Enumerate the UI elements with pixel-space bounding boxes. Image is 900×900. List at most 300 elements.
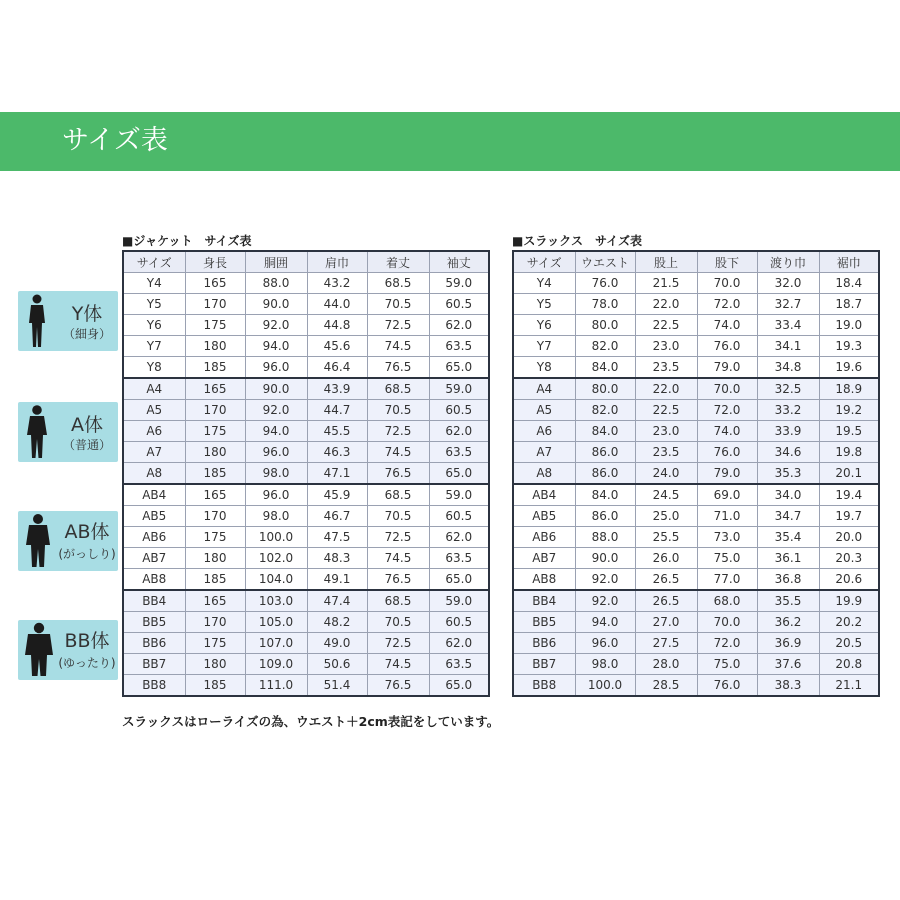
slacks-size-table	[512, 250, 880, 697]
value-cell: 180	[185, 548, 245, 569]
body-type-name: BB体	[64, 630, 110, 652]
value-cell: 46.3	[307, 442, 367, 463]
size-cell: Y5	[513, 294, 575, 315]
size-cell: Y7	[123, 336, 185, 357]
value-cell: 34.1	[757, 336, 819, 357]
value-cell: 80.0	[575, 378, 635, 400]
value-cell: 26.5	[635, 590, 697, 612]
value-cell: 76.5	[367, 569, 429, 591]
size-cell: A4	[123, 378, 185, 400]
value-cell: 63.5	[429, 336, 489, 357]
body-type-name: AB体	[64, 521, 110, 543]
value-cell: 96.0	[575, 633, 635, 654]
size-cell: Y4	[513, 273, 575, 294]
value-cell: 98.0	[245, 463, 307, 485]
value-cell: 32.0	[757, 273, 819, 294]
stocky-person-icon	[24, 513, 52, 569]
size-cell: BB5	[123, 612, 185, 633]
value-cell: 175	[185, 527, 245, 548]
value-cell: 69.0	[697, 484, 757, 506]
value-cell: 170	[185, 294, 245, 315]
value-cell: 62.0	[429, 527, 489, 548]
value-cell: 73.0	[697, 527, 757, 548]
size-cell: AB5	[513, 506, 575, 527]
value-cell: 49.1	[307, 569, 367, 591]
value-cell: 78.0	[575, 294, 635, 315]
table-row	[513, 548, 879, 569]
column-header: 身長	[185, 251, 245, 273]
slacks-caption: ■スラックス サイズ表	[512, 234, 643, 248]
value-cell: 19.6	[819, 357, 879, 379]
value-cell: 20.1	[819, 463, 879, 485]
value-cell: 47.5	[307, 527, 367, 548]
table-row	[513, 357, 879, 379]
value-cell: 20.2	[819, 612, 879, 633]
value-cell: 102.0	[245, 548, 307, 569]
value-cell: 98.0	[245, 506, 307, 527]
value-cell: 71.0	[697, 506, 757, 527]
value-cell: 19.2	[819, 400, 879, 421]
value-cell: 20.0	[819, 527, 879, 548]
value-cell: 80.0	[575, 315, 635, 336]
value-cell: 33.2	[757, 400, 819, 421]
value-cell: 86.0	[575, 442, 635, 463]
value-cell: 23.5	[635, 357, 697, 379]
value-cell: 76.0	[697, 336, 757, 357]
value-cell: 43.2	[307, 273, 367, 294]
value-cell: 21.5	[635, 273, 697, 294]
value-cell: 74.5	[367, 336, 429, 357]
table-row	[513, 315, 879, 336]
size-cell: BB8	[123, 675, 185, 697]
table-row	[513, 294, 879, 315]
table-row	[123, 569, 489, 591]
table-row	[513, 527, 879, 548]
value-cell: 62.0	[429, 315, 489, 336]
value-cell: 51.4	[307, 675, 367, 697]
table-row	[513, 463, 879, 485]
value-cell: 92.0	[245, 315, 307, 336]
body-type-sub: （普通）	[62, 438, 111, 452]
value-cell: 68.0	[697, 590, 757, 612]
value-cell: 77.0	[697, 569, 757, 591]
value-cell: 63.5	[429, 548, 489, 569]
table-row	[123, 442, 489, 463]
value-cell: 72.5	[367, 527, 429, 548]
jacket-caption: ■ジャケット サイズ表	[122, 234, 252, 248]
table-row	[513, 336, 879, 357]
size-cell: BB4	[513, 590, 575, 612]
value-cell: 185	[185, 357, 245, 379]
value-cell: 109.0	[245, 654, 307, 675]
value-cell: 175	[185, 315, 245, 336]
value-cell: 62.0	[429, 633, 489, 654]
value-cell: 24.5	[635, 484, 697, 506]
body-type-name: Y体	[71, 303, 103, 325]
value-cell: 180	[185, 654, 245, 675]
value-cell: 50.6	[307, 654, 367, 675]
value-cell: 19.8	[819, 442, 879, 463]
value-cell: 70.5	[367, 294, 429, 315]
table-row	[513, 421, 879, 442]
table-row	[513, 484, 879, 506]
value-cell: 180	[185, 442, 245, 463]
page-title: サイズ表	[62, 125, 168, 156]
value-cell: 38.3	[757, 675, 819, 697]
value-cell: 28.5	[635, 675, 697, 697]
header-row	[513, 251, 879, 273]
value-cell: 96.0	[245, 484, 307, 506]
value-cell: 36.8	[757, 569, 819, 591]
value-cell: 74.5	[367, 654, 429, 675]
body-type-label-y	[18, 291, 118, 351]
value-cell: 185	[185, 463, 245, 485]
table-row	[123, 463, 489, 485]
column-header: サイズ	[123, 251, 185, 273]
table-row	[513, 273, 879, 294]
table-row	[123, 506, 489, 527]
value-cell: 103.0	[245, 590, 307, 612]
value-cell: 26.0	[635, 548, 697, 569]
size-cell: Y6	[123, 315, 185, 336]
value-cell: 65.0	[429, 569, 489, 591]
jacket-size-table	[122, 250, 490, 697]
value-cell: 35.3	[757, 463, 819, 485]
value-cell: 46.4	[307, 357, 367, 379]
value-cell: 79.0	[697, 463, 757, 485]
value-cell: 72.5	[367, 633, 429, 654]
value-cell: 20.5	[819, 633, 879, 654]
value-cell: 88.0	[575, 527, 635, 548]
value-cell: 70.0	[697, 612, 757, 633]
value-cell: 45.5	[307, 421, 367, 442]
table-row	[123, 357, 489, 379]
value-cell: 19.5	[819, 421, 879, 442]
value-cell: 23.0	[635, 421, 697, 442]
table-row	[123, 612, 489, 633]
size-cell: AB4	[123, 484, 185, 506]
body-type-sub: (ゆったり)	[58, 656, 116, 670]
value-cell: 84.0	[575, 484, 635, 506]
table-row	[513, 675, 879, 697]
value-cell: 88.0	[245, 273, 307, 294]
title-banner	[0, 112, 900, 171]
header-row	[123, 251, 489, 273]
value-cell: 18.4	[819, 273, 879, 294]
table-row	[513, 378, 879, 400]
value-cell: 34.7	[757, 506, 819, 527]
value-cell: 74.5	[367, 442, 429, 463]
value-cell: 60.5	[429, 506, 489, 527]
table-row	[513, 590, 879, 612]
value-cell: 23.0	[635, 336, 697, 357]
value-cell: 170	[185, 612, 245, 633]
value-cell: 86.0	[575, 506, 635, 527]
value-cell: 48.2	[307, 612, 367, 633]
size-cell: AB8	[513, 569, 575, 591]
table-row	[123, 336, 489, 357]
table-row	[123, 527, 489, 548]
value-cell: 47.1	[307, 463, 367, 485]
value-cell: 105.0	[245, 612, 307, 633]
size-cell: AB4	[513, 484, 575, 506]
value-cell: 74.5	[367, 548, 429, 569]
value-cell: 21.1	[819, 675, 879, 697]
value-cell: 84.0	[575, 421, 635, 442]
value-cell: 65.0	[429, 463, 489, 485]
value-cell: 90.0	[245, 294, 307, 315]
body-type-label-a	[18, 402, 118, 462]
value-cell: 82.0	[575, 336, 635, 357]
value-cell: 26.5	[635, 569, 697, 591]
body-type-name: A体	[71, 414, 103, 436]
value-cell: 60.5	[429, 294, 489, 315]
body-type-sub: (がっしり)	[58, 547, 116, 561]
value-cell: 59.0	[429, 378, 489, 400]
value-cell: 70.5	[367, 506, 429, 527]
size-cell: Y7	[513, 336, 575, 357]
size-cell: BB7	[123, 654, 185, 675]
table-row	[513, 400, 879, 421]
value-cell: 82.0	[575, 400, 635, 421]
value-cell: 22.0	[635, 378, 697, 400]
table-row	[123, 294, 489, 315]
value-cell: 34.8	[757, 357, 819, 379]
value-cell: 32.7	[757, 294, 819, 315]
value-cell: 65.0	[429, 357, 489, 379]
size-cell: A4	[513, 378, 575, 400]
slacks-note: スラックスはローライズの為、ウエスト＋2cm表記をしています。	[122, 714, 500, 729]
table-row	[513, 633, 879, 654]
value-cell: 44.8	[307, 315, 367, 336]
value-cell: 165	[185, 273, 245, 294]
value-cell: 37.6	[757, 654, 819, 675]
value-cell: 36.1	[757, 548, 819, 569]
column-header: 着丈	[367, 251, 429, 273]
size-cell: BB4	[123, 590, 185, 612]
size-cell: A7	[123, 442, 185, 463]
value-cell: 22.0	[635, 294, 697, 315]
size-cell: BB8	[513, 675, 575, 697]
column-header: 股下	[697, 251, 757, 273]
column-header: 肩巾	[307, 251, 367, 273]
value-cell: 68.5	[367, 590, 429, 612]
value-cell: 96.0	[245, 357, 307, 379]
value-cell: 62.0	[429, 421, 489, 442]
value-cell: 59.0	[429, 273, 489, 294]
table-row	[513, 654, 879, 675]
table-row	[513, 612, 879, 633]
value-cell: 165	[185, 378, 245, 400]
value-cell: 75.0	[697, 654, 757, 675]
table-row	[123, 400, 489, 421]
size-cell: BB5	[513, 612, 575, 633]
value-cell: 36.2	[757, 612, 819, 633]
value-cell: 94.0	[575, 612, 635, 633]
value-cell: 76.5	[367, 357, 429, 379]
value-cell: 104.0	[245, 569, 307, 591]
value-cell: 48.3	[307, 548, 367, 569]
size-cell: AB6	[123, 527, 185, 548]
size-cell: A5	[123, 400, 185, 421]
value-cell: 185	[185, 675, 245, 697]
value-cell: 170	[185, 400, 245, 421]
value-cell: 165	[185, 484, 245, 506]
value-cell: 19.0	[819, 315, 879, 336]
value-cell: 86.0	[575, 463, 635, 485]
value-cell: 180	[185, 336, 245, 357]
body-type-label-ab	[18, 511, 118, 571]
value-cell: 47.4	[307, 590, 367, 612]
value-cell: 46.7	[307, 506, 367, 527]
value-cell: 72.5	[367, 315, 429, 336]
value-cell: 44.0	[307, 294, 367, 315]
value-cell: 27.0	[635, 612, 697, 633]
value-cell: 35.5	[757, 590, 819, 612]
value-cell: 100.0	[245, 527, 307, 548]
column-header: 股上	[635, 251, 697, 273]
size-cell: BB6	[513, 633, 575, 654]
table-row	[123, 654, 489, 675]
value-cell: 76.5	[367, 463, 429, 485]
value-cell: 44.7	[307, 400, 367, 421]
value-cell: 25.0	[635, 506, 697, 527]
value-cell: 175	[185, 633, 245, 654]
value-cell: 92.0	[575, 590, 635, 612]
value-cell: 45.6	[307, 336, 367, 357]
value-cell: 107.0	[245, 633, 307, 654]
value-cell: 20.6	[819, 569, 879, 591]
size-cell: A6	[123, 421, 185, 442]
size-cell: BB7	[513, 654, 575, 675]
value-cell: 34.6	[757, 442, 819, 463]
value-cell: 23.5	[635, 442, 697, 463]
value-cell: 68.5	[367, 273, 429, 294]
value-cell: 68.5	[367, 484, 429, 506]
value-cell: 59.0	[429, 484, 489, 506]
value-cell: 111.0	[245, 675, 307, 697]
value-cell: 75.0	[697, 548, 757, 569]
value-cell: 76.0	[697, 675, 757, 697]
value-cell: 18.9	[819, 378, 879, 400]
slim-person-icon	[24, 293, 50, 349]
value-cell: 19.3	[819, 336, 879, 357]
value-cell: 20.8	[819, 654, 879, 675]
value-cell: 84.0	[575, 357, 635, 379]
value-cell: 60.5	[429, 612, 489, 633]
value-cell: 65.0	[429, 675, 489, 697]
value-cell: 70.0	[697, 378, 757, 400]
value-cell: 90.0	[575, 548, 635, 569]
value-cell: 70.0	[697, 273, 757, 294]
size-cell: AB6	[513, 527, 575, 548]
size-cell: AB8	[123, 569, 185, 591]
value-cell: 92.0	[245, 400, 307, 421]
size-cell: BB6	[123, 633, 185, 654]
table-row	[123, 315, 489, 336]
value-cell: 49.0	[307, 633, 367, 654]
value-cell: 20.3	[819, 548, 879, 569]
value-cell: 18.7	[819, 294, 879, 315]
large-person-icon	[24, 622, 54, 678]
value-cell: 59.0	[429, 590, 489, 612]
value-cell: 63.5	[429, 442, 489, 463]
value-cell: 32.5	[757, 378, 819, 400]
value-cell: 76.0	[575, 273, 635, 294]
regular-person-icon	[24, 404, 50, 460]
value-cell: 60.5	[429, 400, 489, 421]
column-header: 渡り巾	[757, 251, 819, 273]
value-cell: 96.0	[245, 442, 307, 463]
size-cell: A7	[513, 442, 575, 463]
value-cell: 19.7	[819, 506, 879, 527]
value-cell: 92.0	[575, 569, 635, 591]
value-cell: 36.9	[757, 633, 819, 654]
table-row	[123, 548, 489, 569]
value-cell: 72.5	[367, 421, 429, 442]
value-cell: 45.9	[307, 484, 367, 506]
value-cell: 94.0	[245, 336, 307, 357]
value-cell: 72.0	[697, 294, 757, 315]
value-cell: 70.5	[367, 400, 429, 421]
body-type-sub: （細身）	[62, 327, 111, 341]
table-row	[123, 421, 489, 442]
table-row	[513, 442, 879, 463]
value-cell: 175	[185, 421, 245, 442]
value-cell: 74.0	[697, 421, 757, 442]
value-cell: 33.9	[757, 421, 819, 442]
value-cell: 19.4	[819, 484, 879, 506]
table-row	[123, 590, 489, 612]
value-cell: 25.5	[635, 527, 697, 548]
size-cell: Y5	[123, 294, 185, 315]
value-cell: 98.0	[575, 654, 635, 675]
value-cell: 165	[185, 590, 245, 612]
value-cell: 74.0	[697, 315, 757, 336]
table-row	[123, 633, 489, 654]
value-cell: 90.0	[245, 378, 307, 400]
value-cell: 43.9	[307, 378, 367, 400]
size-cell: Y6	[513, 315, 575, 336]
column-header: 胴囲	[245, 251, 307, 273]
value-cell: 22.5	[635, 315, 697, 336]
value-cell: 19.9	[819, 590, 879, 612]
size-cell: Y8	[123, 357, 185, 379]
value-cell: 72.0	[697, 400, 757, 421]
size-cell: A5	[513, 400, 575, 421]
value-cell: 34.0	[757, 484, 819, 506]
body-type-label-bb	[18, 620, 118, 680]
size-cell: Y4	[123, 273, 185, 294]
value-cell: 72.0	[697, 633, 757, 654]
size-cell: A8	[123, 463, 185, 485]
value-cell: 70.5	[367, 612, 429, 633]
column-header: 袖丈	[429, 251, 489, 273]
size-cell: A6	[513, 421, 575, 442]
value-cell: 22.5	[635, 400, 697, 421]
value-cell: 94.0	[245, 421, 307, 442]
value-cell: 63.5	[429, 654, 489, 675]
size-cell: AB7	[123, 548, 185, 569]
size-cell: AB7	[513, 548, 575, 569]
table-row	[123, 675, 489, 697]
value-cell: 24.0	[635, 463, 697, 485]
size-cell: AB5	[123, 506, 185, 527]
value-cell: 27.5	[635, 633, 697, 654]
column-header: ウエスト	[575, 251, 635, 273]
value-cell: 76.5	[367, 675, 429, 697]
value-cell: 76.0	[697, 442, 757, 463]
